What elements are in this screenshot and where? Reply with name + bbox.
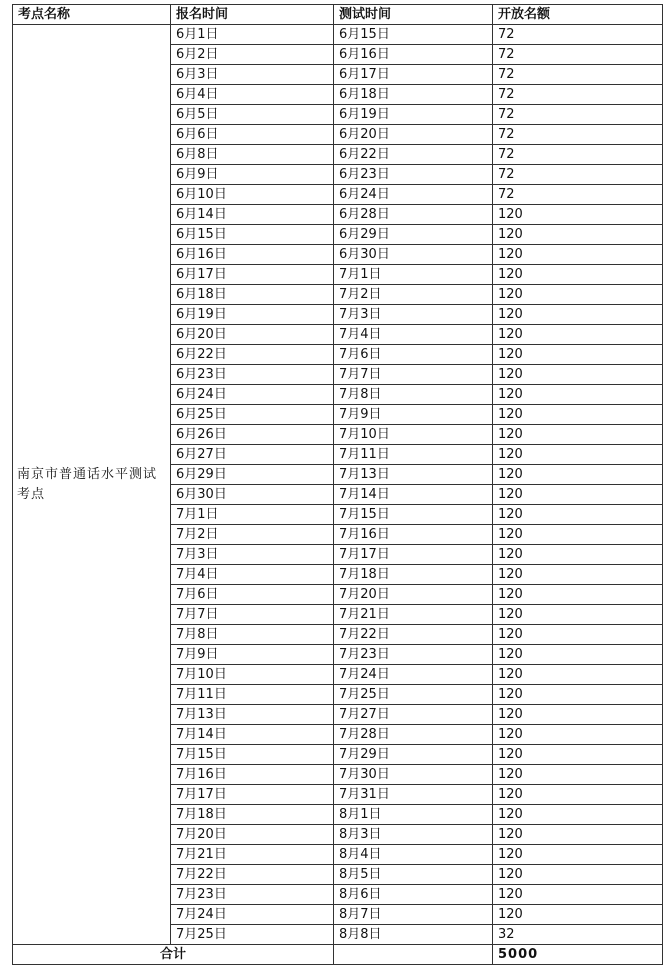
quota-cell: 120 <box>493 305 663 325</box>
register-date-cell: 6月4日 <box>171 85 334 105</box>
quota-cell: 72 <box>493 25 663 45</box>
register-date-cell: 7月9日 <box>171 645 334 665</box>
test-date-cell: 7月6日 <box>334 345 493 365</box>
quota-cell: 120 <box>493 785 663 805</box>
quota-cell: 120 <box>493 585 663 605</box>
test-date-cell: 6月23日 <box>334 165 493 185</box>
test-date-cell: 7月10日 <box>334 425 493 445</box>
quota-cell: 120 <box>493 565 663 585</box>
quota-cell: 120 <box>493 745 663 765</box>
register-date-cell: 6月6日 <box>171 125 334 145</box>
test-date-cell: 7月31日 <box>334 785 493 805</box>
test-date-cell: 7月27日 <box>334 705 493 725</box>
register-date-cell: 7月11日 <box>171 685 334 705</box>
test-date-cell: 6月29日 <box>334 225 493 245</box>
quota-cell: 120 <box>493 285 663 305</box>
quota-cell: 72 <box>493 165 663 185</box>
register-date-cell: 7月14日 <box>171 725 334 745</box>
test-date-cell: 7月15日 <box>334 505 493 525</box>
test-date-cell: 8月3日 <box>334 825 493 845</box>
test-date-cell: 7月13日 <box>334 465 493 485</box>
register-date-cell: 6月20日 <box>171 325 334 345</box>
register-date-cell: 6月8日 <box>171 145 334 165</box>
test-date-cell: 7月4日 <box>334 325 493 345</box>
header-row <box>13 5 663 25</box>
register-date-cell: 6月18日 <box>171 285 334 305</box>
test-date-cell: 7月3日 <box>334 305 493 325</box>
test-date-cell: 6月28日 <box>334 205 493 225</box>
test-date-cell: 7月30日 <box>334 765 493 785</box>
quota-cell: 120 <box>493 865 663 885</box>
quota-cell: 72 <box>493 65 663 85</box>
quota-cell: 120 <box>493 545 663 565</box>
quota-cell: 120 <box>493 425 663 445</box>
test-date-cell: 7月11日 <box>334 445 493 465</box>
header-quota: 开放名额 <box>493 5 663 25</box>
quota-cell: 120 <box>493 685 663 705</box>
test-date-cell: 7月20日 <box>334 585 493 605</box>
total-value: 5000 <box>493 945 663 965</box>
register-date-cell: 6月1日 <box>171 25 334 45</box>
quota-cell: 120 <box>493 405 663 425</box>
test-date-cell: 8月1日 <box>334 805 493 825</box>
register-date-cell: 7月1日 <box>171 505 334 525</box>
register-date-cell: 6月15日 <box>171 225 334 245</box>
quota-cell: 120 <box>493 345 663 365</box>
quota-cell: 120 <box>493 705 663 725</box>
test-date-cell: 6月16日 <box>334 45 493 65</box>
quota-cell: 120 <box>493 485 663 505</box>
quota-cell: 72 <box>493 185 663 205</box>
quota-cell: 120 <box>493 725 663 745</box>
test-date-cell: 7月29日 <box>334 745 493 765</box>
register-date-cell: 7月2日 <box>171 525 334 545</box>
register-date-cell: 7月25日 <box>171 925 334 945</box>
register-date-cell: 7月15日 <box>171 745 334 765</box>
register-date-cell: 7月22日 <box>171 865 334 885</box>
register-date-cell: 7月4日 <box>171 565 334 585</box>
test-date-cell: 7月22日 <box>334 625 493 645</box>
register-date-cell: 6月14日 <box>171 205 334 225</box>
test-date-cell: 7月17日 <box>334 545 493 565</box>
header-register-date: 报名时间 <box>171 5 334 25</box>
quota-cell: 120 <box>493 765 663 785</box>
test-date-cell: 6月19日 <box>334 105 493 125</box>
register-date-cell: 6月23日 <box>171 365 334 385</box>
quota-cell: 72 <box>493 105 663 125</box>
total-blank-cell <box>334 945 493 965</box>
quota-cell: 120 <box>493 625 663 645</box>
test-date-cell: 8月4日 <box>334 845 493 865</box>
quota-cell: 72 <box>493 45 663 65</box>
quota-cell: 72 <box>493 85 663 105</box>
quota-cell: 120 <box>493 385 663 405</box>
test-date-cell: 8月5日 <box>334 865 493 885</box>
register-date-cell: 6月22日 <box>171 345 334 365</box>
register-date-cell: 6月19日 <box>171 305 334 325</box>
test-date-cell: 7月18日 <box>334 565 493 585</box>
register-date-cell: 6月10日 <box>171 185 334 205</box>
register-date-cell: 7月17日 <box>171 785 334 805</box>
quota-cell: 120 <box>493 325 663 345</box>
test-date-cell: 6月22日 <box>334 145 493 165</box>
quota-cell: 120 <box>493 645 663 665</box>
quota-cell: 120 <box>493 225 663 245</box>
table-body <box>13 25 663 945</box>
header-test-date: 测试时间 <box>334 5 493 25</box>
test-date-cell: 7月7日 <box>334 365 493 385</box>
quota-cell: 120 <box>493 845 663 865</box>
quota-cell: 120 <box>493 205 663 225</box>
test-date-cell: 7月14日 <box>334 485 493 505</box>
register-date-cell: 6月5日 <box>171 105 334 125</box>
test-date-cell: 7月25日 <box>334 685 493 705</box>
register-date-cell: 6月16日 <box>171 245 334 265</box>
register-date-cell: 6月17日 <box>171 265 334 285</box>
schedule-table <box>12 4 663 965</box>
quota-cell: 72 <box>493 125 663 145</box>
test-date-cell: 6月15日 <box>334 25 493 45</box>
test-date-cell: 7月2日 <box>334 285 493 305</box>
quota-cell: 120 <box>493 665 663 685</box>
quota-cell: 120 <box>493 885 663 905</box>
test-date-cell: 6月17日 <box>334 65 493 85</box>
test-date-cell: 7月28日 <box>334 725 493 745</box>
test-date-cell: 7月9日 <box>334 405 493 425</box>
test-date-cell: 6月18日 <box>334 85 493 105</box>
quota-cell: 120 <box>493 505 663 525</box>
quota-cell: 120 <box>493 605 663 625</box>
quota-cell: 120 <box>493 825 663 845</box>
test-date-cell: 7月21日 <box>334 605 493 625</box>
site-name-cell: 南京市普通话水平测试考点 <box>13 25 171 945</box>
register-date-cell: 7月6日 <box>171 585 334 605</box>
test-date-cell: 7月24日 <box>334 665 493 685</box>
test-date-cell: 7月8日 <box>334 385 493 405</box>
register-date-cell: 6月9日 <box>171 165 334 185</box>
test-date-cell: 8月7日 <box>334 905 493 925</box>
header-site: 考点名称 <box>13 5 171 25</box>
test-date-cell: 7月16日 <box>334 525 493 545</box>
register-date-cell: 6月29日 <box>171 465 334 485</box>
total-row <box>13 945 663 965</box>
quota-cell: 120 <box>493 525 663 545</box>
test-date-cell: 6月20日 <box>334 125 493 145</box>
quota-cell: 32 <box>493 925 663 945</box>
register-date-cell: 7月13日 <box>171 705 334 725</box>
table-row <box>13 25 663 45</box>
quota-cell: 120 <box>493 245 663 265</box>
register-date-cell: 7月18日 <box>171 805 334 825</box>
register-date-cell: 6月27日 <box>171 445 334 465</box>
register-date-cell: 7月16日 <box>171 765 334 785</box>
register-date-cell: 6月30日 <box>171 485 334 505</box>
register-date-cell: 7月21日 <box>171 845 334 865</box>
quota-cell: 120 <box>493 805 663 825</box>
test-date-cell: 6月30日 <box>334 245 493 265</box>
quota-cell: 120 <box>493 365 663 385</box>
register-date-cell: 6月3日 <box>171 65 334 85</box>
register-date-cell: 6月24日 <box>171 385 334 405</box>
register-date-cell: 7月24日 <box>171 905 334 925</box>
test-date-cell: 6月24日 <box>334 185 493 205</box>
test-date-cell: 8月6日 <box>334 885 493 905</box>
quota-cell: 120 <box>493 445 663 465</box>
test-date-cell: 8月8日 <box>334 925 493 945</box>
test-date-cell: 7月1日 <box>334 265 493 285</box>
register-date-cell: 7月23日 <box>171 885 334 905</box>
register-date-cell: 7月3日 <box>171 545 334 565</box>
register-date-cell: 7月10日 <box>171 665 334 685</box>
register-date-cell: 6月25日 <box>171 405 334 425</box>
quota-cell: 120 <box>493 465 663 485</box>
quota-cell: 120 <box>493 905 663 925</box>
register-date-cell: 7月20日 <box>171 825 334 845</box>
quota-cell: 120 <box>493 265 663 285</box>
quota-cell: 72 <box>493 145 663 165</box>
register-date-cell: 7月8日 <box>171 625 334 645</box>
test-date-cell: 7月23日 <box>334 645 493 665</box>
register-date-cell: 6月26日 <box>171 425 334 445</box>
total-label: 合计 <box>13 945 334 965</box>
register-date-cell: 6月2日 <box>171 45 334 65</box>
register-date-cell: 7月7日 <box>171 605 334 625</box>
